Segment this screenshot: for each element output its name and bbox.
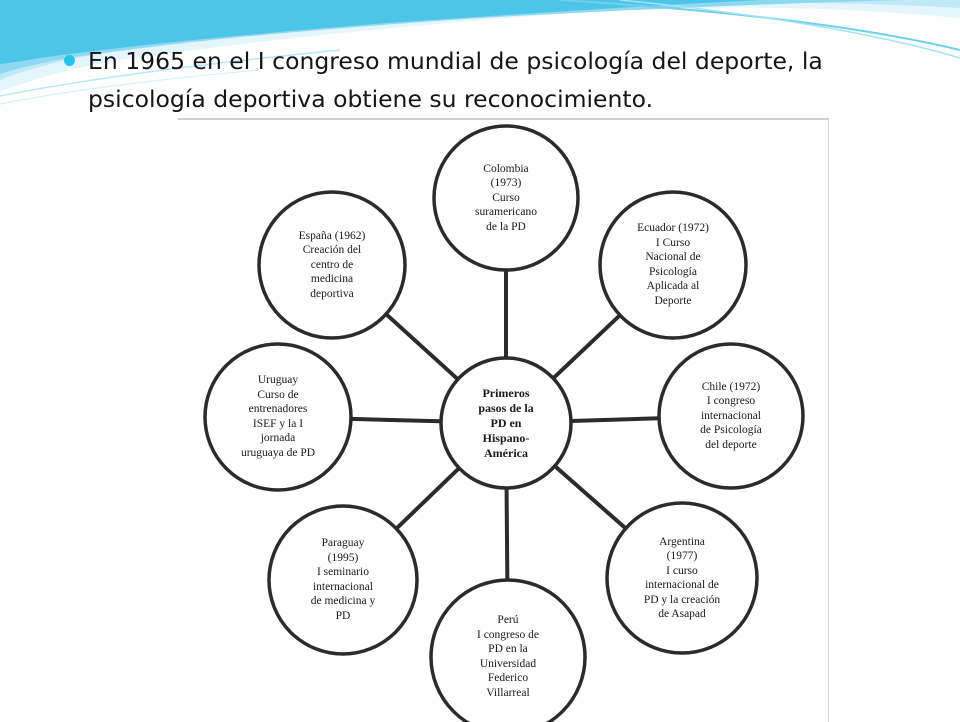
node-label-argentina: Argentina (1977) I curso internacional de PD y la creación de Asapad (643, 535, 721, 620)
node-label-ecuador: Ecuador (1972) I Curso Nacional de Psicología Aplicada al Deporte (637, 222, 709, 307)
node-label-uruguay: Uruguay Curso de entrenadores ISEF y la I jornada uruguaya de PD (240, 374, 316, 459)
bullet-point-icon (64, 55, 75, 66)
node-label-chile: Chile (1972) I congreso internacional de Psicología del deporte (700, 380, 762, 451)
connector-peru (507, 488, 508, 580)
connector-paraguay (396, 468, 459, 529)
node-label-paraguay: Paraguay (1995) I seminario internacional de medicina y PD (310, 537, 376, 622)
center-node-label: Primeros pasos de la PD en Hispano- América (478, 385, 534, 460)
connector-ecuador (553, 315, 620, 378)
node-label-peru: Perú I congreso de PD en la Universidad Federico Villarreal (477, 614, 539, 699)
node-label-colombia: Colombia (1973) Curso suramericano de la PD (475, 162, 537, 233)
connector-argentina (555, 466, 626, 528)
connector-chile (571, 418, 659, 421)
connector-espana (386, 314, 458, 379)
node-label-espana: España (1962) Creación del centro de medicina deportiva (298, 229, 366, 300)
diagram-figure (178, 118, 829, 722)
connector-uruguay (351, 419, 441, 421)
bullet-text: En 1965 en el I congreso mundial de psicología del deporte, la psicología deportiva obtiene su reconocimiento. (88, 47, 823, 113)
